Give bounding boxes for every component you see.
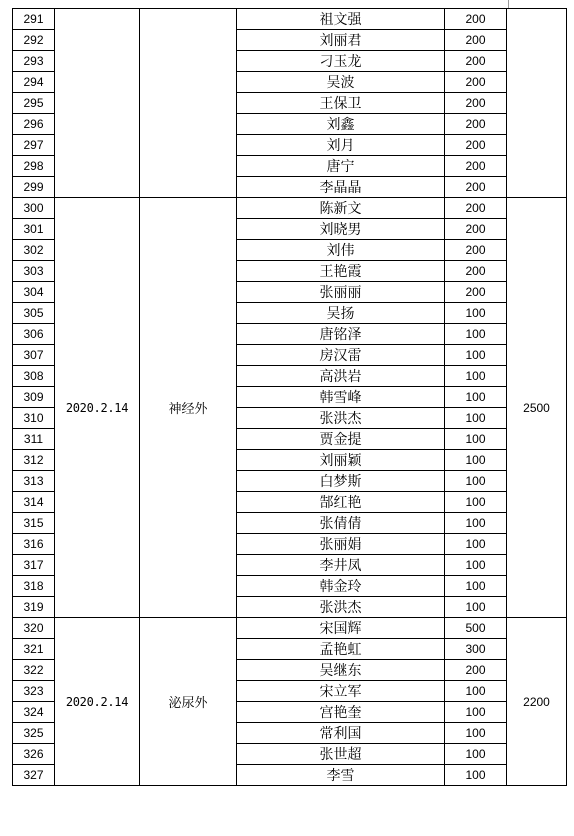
name-cell: 张洪杰 (237, 408, 445, 429)
name-cell: 王艳霞 (237, 261, 445, 282)
row-number-cell: 297 (13, 135, 55, 156)
name-cell: 刁玉龙 (237, 51, 445, 72)
table-row (13, 198, 567, 219)
amount-cell: 100 (445, 450, 507, 471)
amount-cell: 100 (445, 366, 507, 387)
row-number-cell: 327 (13, 765, 55, 786)
department-cell: 泌尿外 (140, 618, 237, 786)
amount-cell: 300 (445, 639, 507, 660)
table-row (13, 9, 567, 30)
row-number-cell: 312 (13, 450, 55, 471)
amount-cell: 200 (445, 219, 507, 240)
row-number-cell: 299 (13, 177, 55, 198)
amount-cell: 200 (445, 93, 507, 114)
row-number-cell: 296 (13, 114, 55, 135)
amount-cell: 200 (445, 156, 507, 177)
row-number-cell: 294 (13, 72, 55, 93)
row-number-cell: 314 (13, 492, 55, 513)
row-number-cell: 309 (13, 387, 55, 408)
amount-cell: 100 (445, 534, 507, 555)
name-cell: 常利国 (237, 723, 445, 744)
row-number-cell: 315 (13, 513, 55, 534)
date-cell: 2020.2.14 (55, 618, 140, 786)
donation-table (12, 8, 567, 786)
group-total-cell: 2500 (507, 198, 567, 618)
amount-cell: 200 (445, 660, 507, 681)
amount-cell: 200 (445, 9, 507, 30)
name-cell: 韩雪峰 (237, 387, 445, 408)
amount-cell: 100 (445, 492, 507, 513)
name-cell: 韩金玲 (237, 576, 445, 597)
amount-cell: 100 (445, 765, 507, 786)
row-number-cell: 322 (13, 660, 55, 681)
name-cell: 李晶晶 (237, 177, 445, 198)
row-number-cell: 313 (13, 471, 55, 492)
amount-cell: 100 (445, 471, 507, 492)
row-number-cell: 302 (13, 240, 55, 261)
name-cell: 张倩倩 (237, 513, 445, 534)
name-cell: 张洪杰 (237, 597, 445, 618)
name-cell: 吴波 (237, 72, 445, 93)
amount-cell: 100 (445, 723, 507, 744)
row-number-cell: 301 (13, 219, 55, 240)
date-cell (55, 9, 140, 198)
name-cell: 孟艳虹 (237, 639, 445, 660)
name-cell: 宋国辉 (237, 618, 445, 639)
name-cell: 李井凤 (237, 555, 445, 576)
row-number-cell: 308 (13, 366, 55, 387)
amount-cell: 100 (445, 513, 507, 534)
amount-cell: 200 (445, 177, 507, 198)
amount-cell: 100 (445, 387, 507, 408)
amount-cell: 200 (445, 282, 507, 303)
name-cell: 刘月 (237, 135, 445, 156)
name-cell: 唐铭泽 (237, 324, 445, 345)
amount-cell: 500 (445, 618, 507, 639)
name-cell: 陈新文 (237, 198, 445, 219)
row-number-cell: 321 (13, 639, 55, 660)
amount-cell: 200 (445, 240, 507, 261)
name-cell: 张世超 (237, 744, 445, 765)
table-row (13, 618, 567, 639)
name-cell: 宫艳奎 (237, 702, 445, 723)
row-number-cell: 319 (13, 597, 55, 618)
name-cell: 宋立军 (237, 681, 445, 702)
row-number-cell: 323 (13, 681, 55, 702)
name-cell: 祖文强 (237, 9, 445, 30)
department-cell: 神经外 (140, 198, 237, 618)
amount-cell: 100 (445, 702, 507, 723)
department-cell (140, 9, 237, 198)
name-cell: 白梦斯 (237, 471, 445, 492)
name-cell: 唐宁 (237, 156, 445, 177)
name-cell: 吴继东 (237, 660, 445, 681)
row-number-cell: 317 (13, 555, 55, 576)
row-number-cell: 295 (13, 93, 55, 114)
name-cell: 张丽丽 (237, 282, 445, 303)
row-number-cell: 292 (13, 30, 55, 51)
name-cell: 刘伟 (237, 240, 445, 261)
name-cell: 贾金提 (237, 429, 445, 450)
name-cell: 王保卫 (237, 93, 445, 114)
row-number-cell: 304 (13, 282, 55, 303)
row-number-cell: 326 (13, 744, 55, 765)
group-total-cell (507, 9, 567, 198)
row-number-cell: 324 (13, 702, 55, 723)
row-number-cell: 306 (13, 324, 55, 345)
name-cell: 房汉雷 (237, 345, 445, 366)
row-number-cell: 303 (13, 261, 55, 282)
name-cell: 刘鑫 (237, 114, 445, 135)
date-cell: 2020.2.14 (55, 198, 140, 618)
row-number-cell: 293 (13, 51, 55, 72)
amount-cell: 100 (445, 303, 507, 324)
amount-cell: 100 (445, 429, 507, 450)
group-total-cell: 2200 (507, 618, 567, 786)
amount-cell: 100 (445, 408, 507, 429)
name-cell: 张丽娟 (237, 534, 445, 555)
amount-cell: 200 (445, 30, 507, 51)
amount-cell: 100 (445, 576, 507, 597)
row-number-cell: 320 (13, 618, 55, 639)
row-number-cell: 318 (13, 576, 55, 597)
name-cell: 郜红艳 (237, 492, 445, 513)
name-cell: 吴扬 (237, 303, 445, 324)
row-number-cell: 300 (13, 198, 55, 219)
row-number-cell: 305 (13, 303, 55, 324)
amount-cell: 200 (445, 198, 507, 219)
row-number-cell: 310 (13, 408, 55, 429)
amount-cell: 100 (445, 597, 507, 618)
row-number-cell: 316 (13, 534, 55, 555)
amount-cell: 200 (445, 51, 507, 72)
amount-cell: 200 (445, 261, 507, 282)
name-cell: 刘晓男 (237, 219, 445, 240)
amount-cell: 100 (445, 345, 507, 366)
amount-cell: 200 (445, 114, 507, 135)
row-number-cell: 298 (13, 156, 55, 177)
name-cell: 刘丽君 (237, 30, 445, 51)
name-cell: 李雪 (237, 765, 445, 786)
amount-cell: 100 (445, 681, 507, 702)
amount-cell: 200 (445, 72, 507, 93)
row-number-cell: 291 (13, 9, 55, 30)
amount-cell: 100 (445, 324, 507, 345)
amount-cell: 100 (445, 744, 507, 765)
row-number-cell: 307 (13, 345, 55, 366)
amount-cell: 100 (445, 555, 507, 576)
name-cell: 高洪岩 (237, 366, 445, 387)
name-cell: 刘丽颖 (237, 450, 445, 471)
donation-table-body (13, 9, 567, 786)
amount-cell: 200 (445, 135, 507, 156)
row-number-cell: 325 (13, 723, 55, 744)
row-number-cell: 311 (13, 429, 55, 450)
